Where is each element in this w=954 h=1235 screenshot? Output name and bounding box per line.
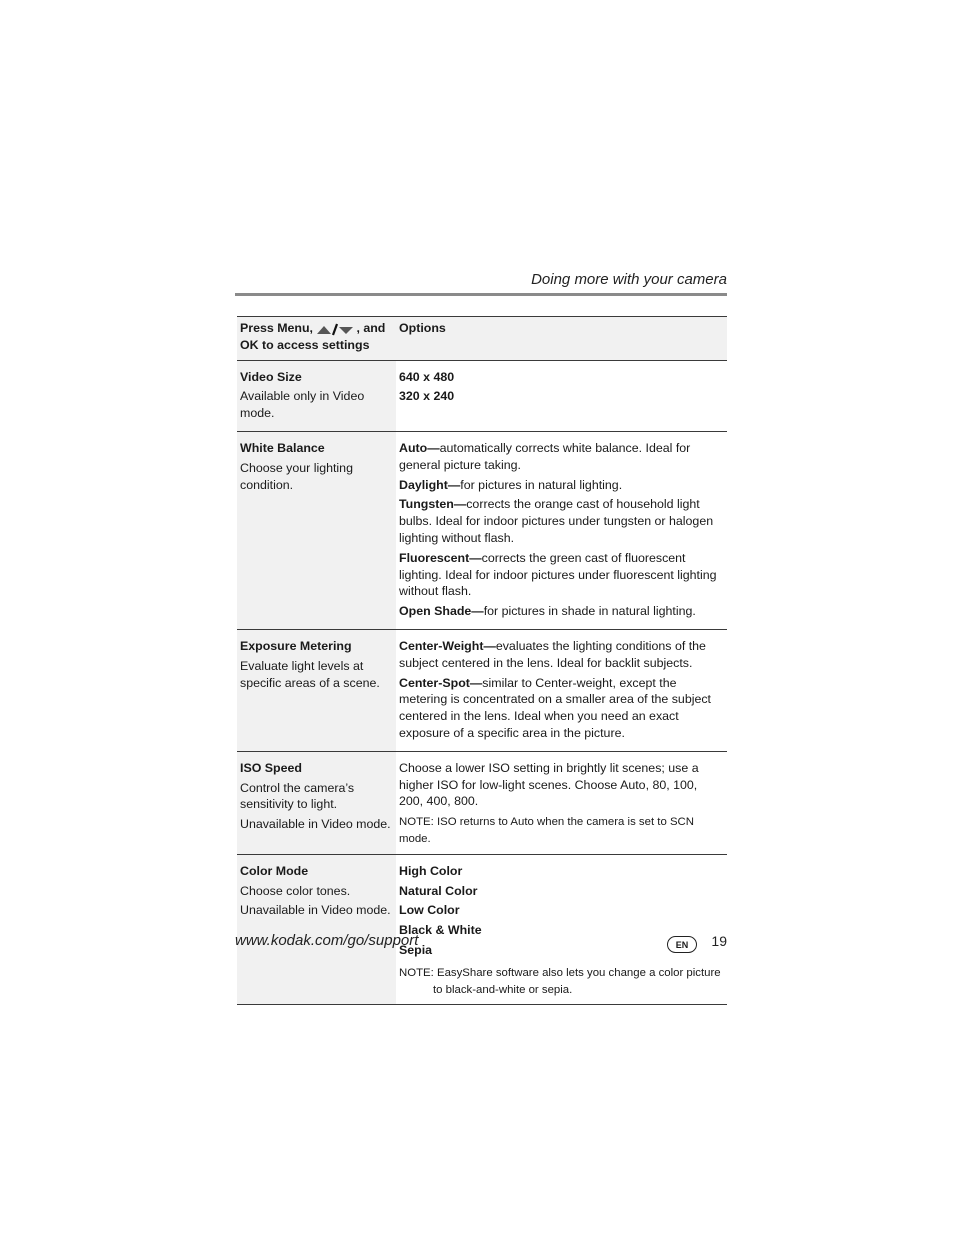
setting-desc: Choose color tones. (240, 883, 351, 898)
head-left-suffix: , and OK to access settings (240, 321, 386, 352)
setting-desc: Control the camera’s sensitivity to light. (240, 780, 355, 812)
option-name: Fluorescent— (399, 550, 482, 565)
support-url: www.kodak.com/go/support (235, 932, 419, 949)
note-text: NOTE: EasyShare software also lets you change a color picture to black-and-white or sepia. (399, 966, 721, 996)
option-item (399, 440, 724, 474)
option-text: evaluates the lighting conditions of the subject centered in the lens. Ideal for backlit subjects. (399, 638, 706, 670)
option-name: High Color (399, 863, 463, 878)
page-number: 19 (711, 933, 727, 949)
option-name: Center-Weight— (399, 638, 496, 653)
option-text: corrects the orange cast of household light bulbs. Ideal for indoor pictures under tungsten or halogen lighting without flash. (399, 497, 714, 545)
option-name: Open Shade— (399, 604, 484, 619)
setting-desc: Unavailable in Video mode. (240, 903, 391, 918)
option-name: Center-Spot— (399, 675, 483, 690)
option-text: for pictures in natural lighting. (460, 477, 623, 492)
table-row-color-mode (237, 854, 727, 1005)
option-name: Black & White (399, 923, 482, 938)
settings-table (237, 316, 727, 1005)
table-header-row (237, 317, 727, 361)
option-text: similar to Center-weight, except the metering is concentrated on a smaller area of the subject centered in the lens. Ideal when you need an exact exposure of a specific area in the picture. (399, 675, 711, 740)
setting-desc: Available only in Video mode. (240, 389, 365, 421)
option-name: Daylight— (399, 477, 461, 492)
head-left-prefix: Press Menu, (240, 321, 313, 335)
option-item (399, 477, 724, 494)
option-name: 320 x 240 (399, 389, 455, 404)
table-row-iso-speed (237, 751, 727, 854)
option-text: for pictures in shade in natural lighting. (483, 604, 696, 619)
option-item (399, 603, 724, 620)
option-name: Low Color (399, 903, 460, 918)
option-text: automatically corrects white balance. Ideal for general picture taking. (399, 440, 691, 472)
header-cell-options: Options (396, 317, 727, 361)
option-item (399, 550, 724, 600)
option-name: Auto— (399, 440, 440, 455)
setting-desc: Unavailable in Video mode. (240, 817, 391, 832)
option-item (399, 496, 724, 546)
setting-label: Exposure Metering (240, 638, 352, 653)
option-text: corrects the green cast of fluorescent lighting. Ideal for indoor pictures under fluorescent lighting without flash. (399, 550, 717, 599)
header-rule (235, 293, 727, 296)
header-cell-settings (237, 317, 396, 361)
language-badge: EN (667, 936, 697, 953)
up-down-arrow-icon (316, 322, 356, 336)
setting-label: Color Mode (240, 863, 309, 878)
option-name: 640 x 480 (399, 369, 455, 384)
setting-desc: Evaluate light levels at specific areas of a scene. (240, 658, 380, 690)
table-row-exposure-metering (237, 629, 727, 751)
note-text: NOTE: ISO returns to Auto when the camera is set to SCN mode. (399, 816, 695, 845)
option-item (399, 675, 724, 742)
option-name: Tungsten— (399, 497, 467, 512)
setting-label: ISO Speed (240, 760, 302, 775)
setting-label: Video Size (240, 369, 302, 384)
setting-desc: Choose your lighting condition. (240, 460, 353, 492)
section-title: Doing more with your camera (531, 271, 727, 288)
option-name: Sepia (399, 942, 433, 957)
table-row-white-balance (237, 431, 727, 629)
option-text: Choose a lower ISO setting in brightly lit scenes; use a higher ISO for low-light scenes. Choose Auto, 80, 100, 200, 400, 800. (399, 760, 699, 809)
option-name: Natural Color (399, 883, 478, 898)
setting-label: White Balance (240, 440, 325, 455)
table-row-video-size (237, 360, 727, 431)
option-item (399, 638, 724, 672)
